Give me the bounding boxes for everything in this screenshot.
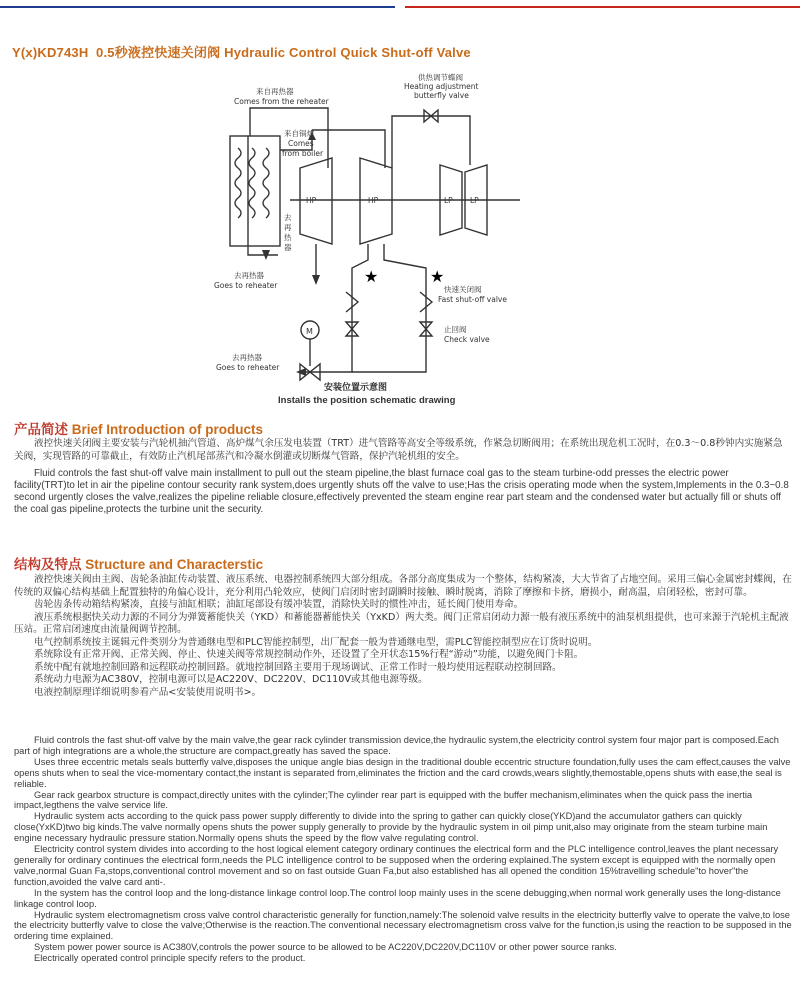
structure-cn-p7: 系统动力电源为AC380V，控制电源可以是AC220V、DC220V、DC110V或其他电源等级。 [34,674,428,685]
label-heating-valve-cn: 供热调节蝶阀 [418,73,463,82]
label-to-reheater-bottom-en: Goes to reheater [216,363,280,372]
coil-1 [235,148,241,218]
structure-cn-p3: 液压系统根据快关动力源的不同分为弹簧蓄能快关（YKD）和蓄能器蓄能快关（YxKD）两大类。阀门正常启闭动力源一般有液压系统中的油泵机组提供，也可来源于汽轮机主配液压站。正常启闭速度由流量阀调节控制。 [14,611,789,635]
structure-en-block [14,735,792,964]
top-rule-red [405,6,800,8]
brief-heading-cn: 产品简述 [14,422,68,437]
label-heating-valve-en2: butterfly valve [414,91,469,100]
pipe-heating-1 [392,116,440,168]
structure-heading-en: Structure and Characterstic [85,557,264,572]
label-lp1: LP [444,196,453,205]
structure-cn-p2: 齿轮齿条传动箱结构紧凑，直接与油缸相联；油缸尾部设有缓冲装置，消除快关时的惯性冲击，延长阀门使用寿命。 [34,599,524,610]
caption-cn: 安装位置示意图 [324,383,388,393]
page-title [12,42,471,61]
label-hp2: HP [368,196,379,205]
structure-en-p8: System power power source is AC380V,controls the power source to be allowed to be AC220V,DC220V,DC110V or other power source ranks. [34,942,617,953]
title-cn: 0.5秒液控快速关闭阀 [96,45,221,60]
extraction-left [302,244,368,372]
coil-2 [249,148,255,218]
coil-3 [263,148,269,218]
label-fast-valve-cn: 快速关闭阀 [444,285,482,294]
label-to-reheater-bl-en: Goes to reheater [214,281,278,290]
structure-en-p3: Gear rack gearbox structure is compact,directly unites with the cylinder;The cylinder rear part is equipped with the buffer mechanism,eliminates when the quick pass the inertia impact,legthens the valve service life. [14,789,753,811]
arrow-goes-reheater-bottom [296,368,306,376]
label-to-reheater-v-3: 热 [284,233,292,242]
label-fast-valve-en: Fast shut-off valve [438,295,507,304]
star-marker-left: ★ [364,267,379,286]
structure-cn-p1: 液控快速关阀由主阀、齿轮条油缸传动装置、液压系统、电器控制系统四大部分组成。各部分高度集成为一个整体，结构紧凑，大大节省了占地空间。采用三偏心金属密封蝶阀，在传统的双偏心结构基础上配置独特的角偏心设计，充分利用凸轮效应，使阀门启闭时密封副瞬时接触、瞬时脱离，消除了摩擦和卡挤，磨损小，耐高温，启闭轻松，密封可靠。 [14,574,792,598]
top-rule-blue [0,6,395,8]
structure-cn-p6: 系统中配有就地控制回路和远程联动控制回路。就地控制回路主要用于现场调试、正常工作时一般均使用远程联动控制回路。 [34,661,562,673]
top-rule [0,6,800,10]
structure-heading-cn: 结构及特点 [14,557,82,572]
label-from-boiler-en2: from boiler [282,149,324,158]
label-from-boiler-en1: Comes [288,139,314,148]
structure-cn-p4: 电气控制系统按主诞辑元件类别分为普通继电型和PLC智能控制型，出厂配套一般为普通继电型，需PLC智能控制型应在订货时说明。 [34,636,598,648]
arrow-to-reheater-down [312,275,320,285]
caption-en: Installs the position schematic drawing [278,395,456,406]
label-from-reheater-en: Comes from the reheater [234,97,329,106]
label-motor: M [306,327,313,336]
label-to-reheater-v-1: 去 [284,213,292,222]
label-from-boiler-cn: 来自锅炉 [284,129,314,138]
schematic-svg [0,60,800,420]
brief-en-paragraph: Fluid controls the fast shut-off valve main installment to pull out the steam pipeline,the blast furnace coal gas to the steam turbine-odd presses the electric power facility(TRT)to let in air the pipeline contour security rank system,does urgently shuts off the valve to use;Has the crisis operating mode when the system,Implements in the 0.3~0.8 second urgently closes the valve,realizes the pipeline reliable closure,effectively prevented the steam engine rear part steam and the condensed water but actually fill or shuts off the coal gas pipeline,protects the turbine unit the security. [14,468,789,515]
section-heading-structure [14,553,263,573]
structure-en-p5: Electricity control system divides into according to the host logical element category ordinary continues the electrical form and the PLC intelligence control,leaves the plant necessary generally for ordinary continues the electrical form,needs the PLC intelligence control to be supposed when the ordering explained.The system except is equipped with the normally open valve,normal Guan Fa,stops,conventional control movement and so on fast outside Guan Fa,but also established has all opened the condition 15%travelling schedule"to hover"the function,avoided the valve card anti-. [14,844,779,887]
brief-heading-en: Brief Introduction of products [71,422,264,437]
label-to-reheater-bl-cn: 去再热器 [234,271,264,280]
structure-en-p2: Uses three eccentric metals seals butterfly valve,disposes the unique angle bias design in the traditional double eccentric structure foundation,fully uses the cam effect,causes the valve opens shuts when to seal the vice-momentary contact,the instant is separated from,eliminates the friction and the card crowds,wears slightly,themostable,opens shuts with ease,the seal is reliable. [14,756,791,789]
structure-cn-block [14,574,792,699]
structure-en-p1: Fluid controls the fast shut-off valve by the main valve,the gear rack cylinder transmission device,the hydraulic system,the electricity control system four major part is composed.Each part of high integrations are a whole,the structure are compact,greatly has saved the space. [14,735,779,756]
title-en: Hydraulic Control Quick Shut-off Valve [224,45,471,60]
structure-en-p7: Hydraulic system electromagnetism cross valve control characteristic generally for function,namely:The solenoid valve results in the electricity butterfly valve to operate the valve,to lose the electricity butterfly valve to close the valve;Otherwise is the reaction.The conventional necessary electromagnetism cross valve for the function,is using the reaction to be supposed in the ordering time explained. [14,909,792,942]
structure-en-p6: In the system has the control loop and the long-distance linkage control loop.The control loop mainly uses in the scene debugging,when normal work generally uses the long-distance linkage control loop. [14,887,781,909]
label-check-valve-en: Check valve [444,335,490,344]
label-hp1: HP [306,196,317,205]
structure-cn-p8: 电液控制原理详细说明参看产品<安装使用说明书>。 [34,686,262,698]
structure-en-p9: Electrically operated control principle specify refers to the product. [34,953,306,964]
label-to-reheater-v-4: 器 [284,243,292,252]
title-model: Y(x)KD743H [12,45,89,60]
pipe-heating-2 [440,116,470,165]
label-check-valve-cn: 止回阀 [444,325,467,334]
brief-cn-paragraph: 液控快速关闭阀主要安装与汽轮机抽汽管道、高炉煤气余压发电装置（TRT）进气管路等高安全等级系统，作紧急切断阀用；在系统出现危机工况时，在0.3～0.8秒钟内实施紧急关阀，实现管路的可靠截止，有效防止汽机尾部蒸汽和冷凝水倒灌或切断煤气管路，保护汽轮机组的安全。 [14,438,783,462]
label-to-reheater-bottom-cn: 去再热器 [232,353,262,362]
pipe-from-reheater [250,108,328,168]
label-lp2: LP [470,196,479,205]
section-heading-brief [14,418,263,438]
schematic-diagram [0,60,800,420]
star-marker-right: ★ [430,267,445,286]
label-from-reheater-cn: 来自再热器 [256,87,294,96]
label-to-reheater-v-2: 再 [284,223,292,232]
structure-cn-p5: 系统除设有正常开阀、正常关阀、停止、快速关阀等常规控制动作外，还设置了全开状态15%行程“游动”功能，以避免阀门卡阻。 [34,649,584,660]
label-heating-valve-en1: Heating adjustment [404,82,479,91]
pipe-reheater-left [248,136,278,255]
structure-en-p4: Hydraulic system acts according to the quick pass power supply differently to divide into the spring to gather can quickly close(YKD)and the accumulator gathers can quickly close(YxKD)two big kinds.The valve normally opens shuts the power supply generally to provide by the hydraulic system in oil pimp unit,also may originate from the steam turbine main engine necessary hydraulic pressure station.Normally opens shuts the speed by the flow valve regulating control. [14,811,768,844]
